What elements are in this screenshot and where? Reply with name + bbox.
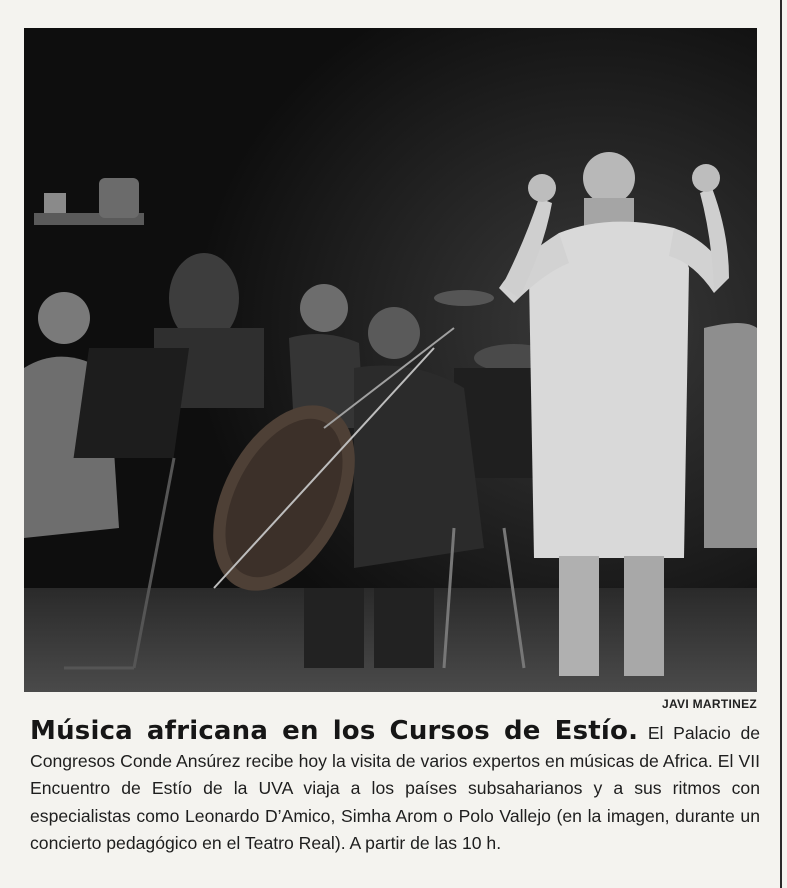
article-caption xyxy=(30,718,760,858)
article-headline: Música africana en los Cursos de Estío. xyxy=(30,716,639,746)
news-photo xyxy=(24,28,757,692)
page-edge-rule xyxy=(780,0,782,888)
photo-credit: JAVI MARTINEZ xyxy=(661,697,757,711)
concert-photo-illustration xyxy=(24,28,757,692)
article-body: El Palacio de Congresos Conde Ansúrez recibe hoy la visita de varios expertos en músicas de Africa. El VII Encuentro de Estío de la UVA viaja a los países subsaharianos y a sus ritmos con especialistas como Leonardo D’Amico, Simha Arom o Polo Vallejo (en la imagen, durante un concierto pedagógico en el Teatro Real). A partir de las 10 h. xyxy=(30,723,761,853)
